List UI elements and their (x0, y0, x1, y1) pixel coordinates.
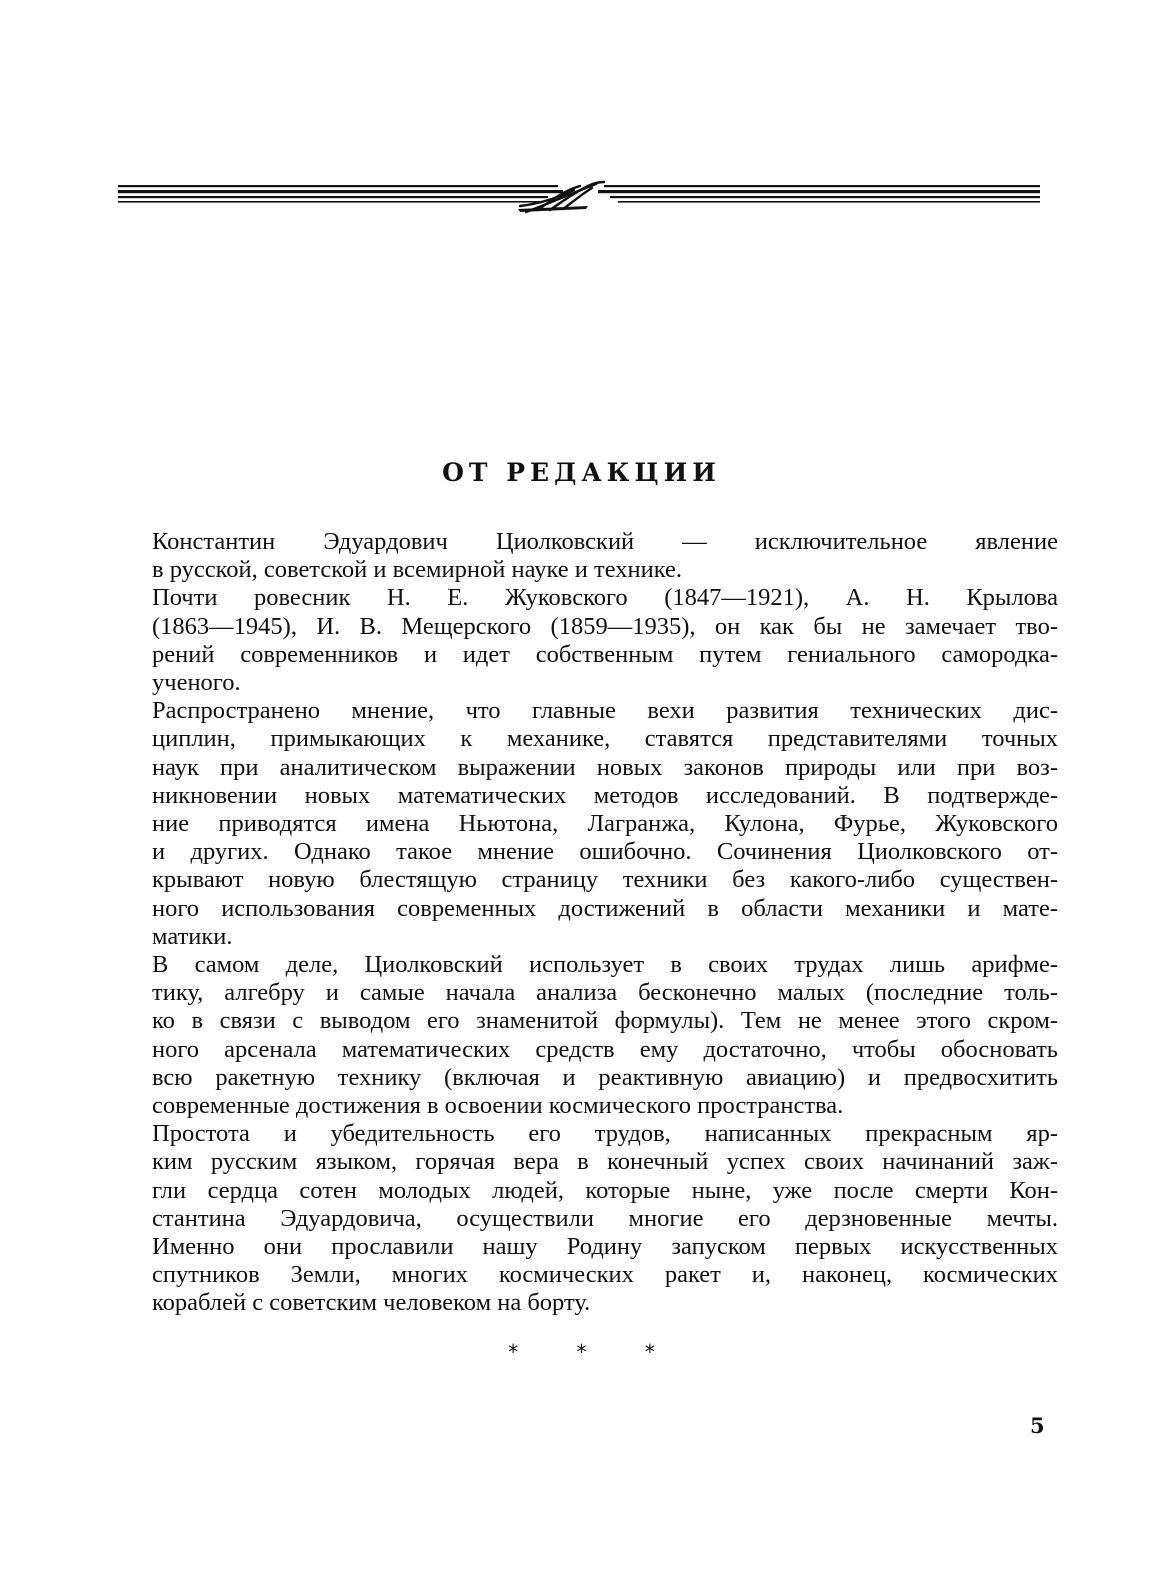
text-line: всю ракетную технику (включая и реактивную авиацию) и предвосхитить (152, 1063, 1058, 1091)
text-line: гли сердца сотен молодых людей, которые ныне, уже после смерти Кон- (152, 1176, 1058, 1204)
paragraph-5 (152, 1120, 1058, 1317)
text-line: Именно они прославили нашу Родину запуском первых искусственных (152, 1233, 1058, 1261)
paragraph-2 (152, 584, 1058, 697)
paragraph-1 (152, 528, 1058, 584)
text-line: крывают новую блестящую страницу техники без какого-либо существен- (152, 866, 1058, 894)
text-line: спутников Земли, многих космических ракет и, наконец, космических (152, 1261, 1058, 1289)
text-line: циплин, примыкающих к механике, ставятся представителями точных (152, 725, 1058, 753)
text-line: ким русским языком, горячая вера в конечный успех своих начинаний заж- (152, 1148, 1058, 1176)
text-line: ного арсенала математических средств ему достаточно, чтобы обосновать (152, 1035, 1058, 1063)
text-line: кораблей с советским человеком на борту. (152, 1289, 591, 1317)
text-line: стантина Эдуардовича, осуществили многие его дерзновенные мечты. (152, 1204, 1058, 1232)
body-text (152, 528, 1058, 1318)
text-line: в русской, советской и всемирной науке и технике. (152, 556, 683, 584)
text-line: ко в связи с выводом его знаменитой формулы). Тем не менее этого скром- (152, 1007, 1058, 1035)
text-line: (1863—1945), И. В. Мещерского (1859—1935), он как бы не замечает тво- (152, 612, 1058, 640)
text-line: Распространено мнение, что главные вехи развития технических дис- (152, 697, 1058, 725)
text-line: ного использования современных достижений в области механики и мате- (152, 894, 1058, 922)
text-line: ученого. (152, 669, 241, 697)
ornament-divider (118, 176, 1040, 218)
text-line: Простота и убедительность его трудов, написанных прекрасным яр- (152, 1120, 1058, 1148)
page-number: 5 (1030, 1413, 1045, 1438)
text-line: тику, алгебру и самые начала анализа бесконечно малых (последние толь- (152, 979, 1058, 1007)
section-separator: * * * (508, 1340, 681, 1364)
text-line: наук при аналитическом выражении новых законов природы или при воз- (152, 753, 1058, 781)
paragraph-4 (152, 951, 1058, 1120)
page-heading: ОТ РЕДАКЦИИ (442, 458, 721, 487)
text-line: никновении новых математических методов исследований. В подтвержде- (152, 781, 1058, 809)
text-line: и других. Однако такое мнение ошибочно. Сочинения Циолковского от- (152, 838, 1058, 866)
text-line: Почти ровесник Н. Е. Жуковского (1847—1921), А. Н. Крылова (152, 584, 1058, 612)
text-line: современные достижения в освоении космического пространства. (152, 1092, 844, 1120)
text-line: В самом деле, Циолковский использует в своих трудах лишь арифме- (152, 951, 1058, 979)
text-line: рений современников и идет собственным путем гениального самородка- (152, 640, 1058, 668)
text-line: матики. (152, 922, 233, 950)
text-line: ние приводятся имена Ньютона, Лагранжа, Кулона, Фурье, Жуковского (152, 810, 1058, 838)
paragraph-3 (152, 697, 1058, 951)
text-line: Константин Эдуардович Циолковский — исключительное явление (152, 528, 1058, 555)
